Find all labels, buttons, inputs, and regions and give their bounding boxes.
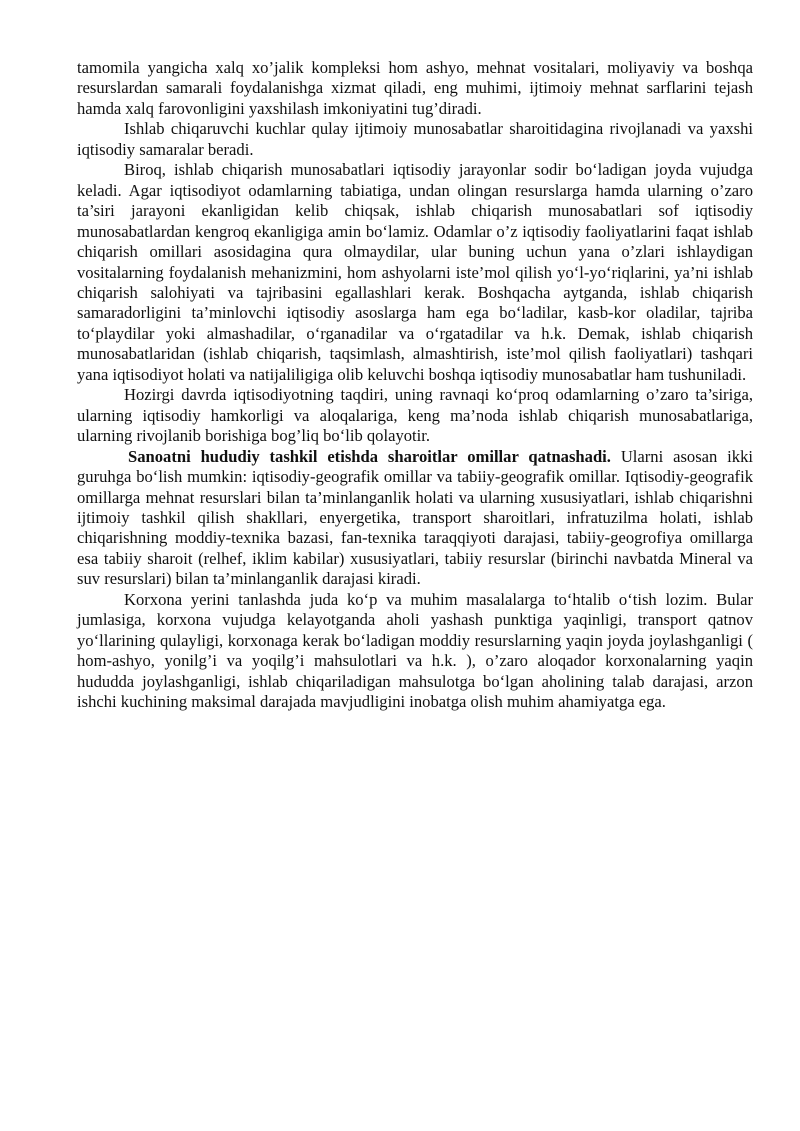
- paragraph-5-heading: Sanoatni hududiy tashkil etishda sharoitlar omillar qatnashadi.: [128, 446, 611, 466]
- paragraph-1: tamomila yangicha xalq xo’jalik kompleksi hom ashyo, mehnat vositalari, moliyaviy va boshqa resurslardan samarali foydalanishga xizmat qiladi, eng muhimi, ijtimoiy mehnat sarflarini tejash hamda xalq farovonligini yaxshilash imkoniyatini tug’diradi.: [77, 58, 753, 118]
- paragraph-5: [77, 447, 753, 590]
- paragraph-6: Korxona yerini tanlashda juda ko‘p va muhim masalalarga to‘htalib o‘tish lozim. Bular jumlasiga, korxona vujudga kelayotganda aholi yashash punktiga yaqinligi, transport qatnov yo‘llarining qulayligi, korxonaga kerak bo‘ladigan moddiy resurslarning yaqin joyda joylashganligi ( hom-ashyo, yonilg’i va yoqilg’i mahsulotlari va h.k. ), o’zaro aloqador korxonalarning yaqin hududda joylashganligi, ishlab chiqariladigan mahsulotga bo‘lgan aholining talab darajasi, arzon ishchi kuchining maksimal darajada mavjudligini inobatga olish muhim ahamiyatga ega.: [77, 589, 753, 712]
- paragraph-3: Biroq, ishlab chiqarish munosabatlari iqtisodiy jarayonlar sodir bo‘ladigan joyda vujudga keladi. Agar iqtisodiyot odamlarning tabiatiga, undan olingan resurslarga hamda ularning o’zaro ta’siri jarayoni ekanligidan kelib chiqsak, ishlab chiqarish munosabatlari sof iqtisodiy munosabatlardan kengroq ekanligiga amin bo‘lamiz. Odamlar o’z iqtisodiy faoliyatlarini faqat ishlab chiqarish omillari asosidagina qura olmaydilar, ular buning uchun yana o’zlari ishlaydigan vositalarning foydalanish mehanizmini, hom ashyolarni iste’mol qilish yo‘l-yo‘riqlarini, ya’ni ishlab chiqarish salohiyati va tajribasini egallashlari kerak. Boshqacha aytganda, ishlab chiqarish samaradorligini ta’minlovchi iqtisodiy asoslarga ham ega bo‘ladilar, kasb-kor oladilar, tajriba to‘playdilar yoki almashadilar, o‘rganadilar va o‘rgatadilar va h.k. Demak, ishlab chiqarish munosabatlaridan (ishlab chiqarish, taqsimlash, almashtirish, iste’mol qilish faoliyatlari) tashqari yana iqtisodiyot holati va natijaliligiga olib keluvchi boshqa iqtisodiy munosabatlar ham tushuniladi.: [77, 160, 753, 384]
- paragraph-4: Hozirgi davrda iqtisodiyotning taqdiri, uning ravnaqi ko‘proq odamlarning o’zaro ta’siriga, ularning iqtisodiy hamkorligi va aloqalariga, keng ma’noda ishlab chiqarish munosabatlariga, ularning rivojlanib borishiga bog’liq bo‘lib qolayotir.: [77, 385, 753, 446]
- document-page: [77, 58, 753, 713]
- paragraph-5-body: Ularni asosan ikki guruhga bo‘lish mumkin: iqtisodiy-geografik omillar va tabiiy-geografik omillar. Iqtisodiy-geografik omillarga mehnat resurslari bilan ta’minlanganlik holati va ularning xususiyatlari, ishlab chiqarishni ijtimoiy tashkil qilish shakllari, enyergetika, transport sharoitlari, infratuzilma holati, ishlab chiqarishning moddiy-texnika bazasi, fan-texnika taraqqiyoti darajasi, tabiiy-geogrofiya omillarga esa tabiiy sharoit (relhef, iklim kabilar) xususiyatlari, tabiiy resurslar (birinchi navbatda Mineral va suv resurslari) bilan ta’minlanganlik darajasi kiradi.: [77, 446, 753, 589]
- paragraph-2: Ishlab chiqaruvchi kuchlar qulay ijtimoiy munosabatlar sharoitidagina rivojlanadi va yaxshi iqtisodiy samaralar beradi.: [77, 119, 753, 159]
